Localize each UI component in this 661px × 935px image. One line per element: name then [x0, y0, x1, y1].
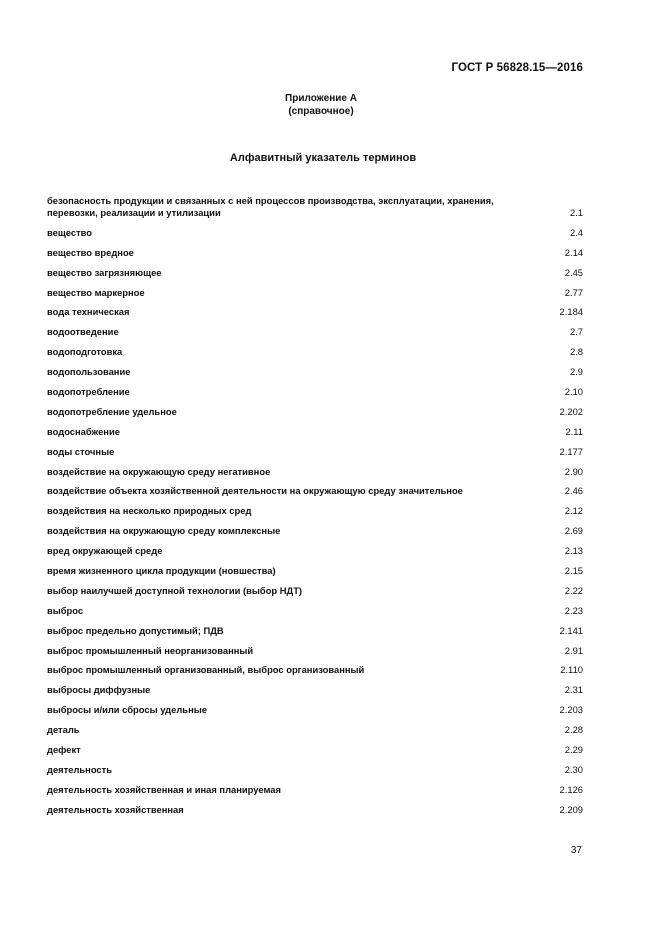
- index-entry: [47, 625, 583, 637]
- index-entry: [47, 466, 583, 478]
- index-reference: 2.7: [569, 326, 583, 338]
- index-reference: 2.46: [564, 485, 583, 497]
- index-entry: [47, 545, 583, 557]
- index-entry: [47, 227, 583, 239]
- page-number: 37: [570, 845, 582, 856]
- index-reference: 2.45: [564, 266, 583, 278]
- index-reference: 2.23: [564, 604, 583, 616]
- index-term: деталь: [47, 724, 80, 736]
- index-reference: 2.4: [569, 226, 583, 238]
- appendix-title: Приложение А: [285, 93, 357, 104]
- term-index-list: [47, 195, 583, 824]
- index-term: воздействие на окружающую среду негативное: [47, 465, 271, 477]
- index-entry: [47, 306, 583, 318]
- index-term: водопотребление удельное: [47, 405, 177, 417]
- index-term: выбросы и/или сбросы удельные: [47, 704, 207, 716]
- index-entry: [47, 744, 583, 756]
- index-term: выбор наилучшей доступной технологии (выбор НДТ): [47, 584, 303, 596]
- index-entry: [47, 505, 583, 517]
- index-term: вещество вредное: [47, 246, 134, 258]
- index-term: вещество загрязняющее: [47, 266, 162, 278]
- index-reference: 2.13: [564, 545, 583, 557]
- index-entry: [47, 664, 583, 676]
- index-term: выбросы диффузные: [47, 684, 151, 696]
- index-entry: [47, 446, 583, 458]
- index-term: дефект: [47, 744, 81, 756]
- index-entry: [47, 645, 583, 657]
- index-term: воздействие объекта хозяйственной деятельности на окружающую среду значительное: [47, 485, 463, 497]
- index-entry: [47, 326, 583, 338]
- index-term: выброс промышленный неорганизованный: [47, 644, 254, 656]
- document-code: ГОСТ Р 56828.15—2016: [451, 62, 583, 74]
- index-entry: [47, 247, 583, 259]
- index-entry: [47, 485, 583, 497]
- index-entry: [47, 605, 583, 617]
- appendix-heading: [0, 92, 642, 118]
- index-term: водоснабжение: [47, 425, 120, 437]
- index-reference: 2.141: [559, 624, 583, 636]
- index-reference: 2.11: [565, 425, 583, 437]
- index-term: воздействия на несколько природных сред: [47, 505, 252, 517]
- index-reference: 2.15: [564, 565, 583, 577]
- index-entry: [47, 525, 583, 537]
- index-reference: 2.177: [559, 445, 583, 457]
- index-entry: [47, 346, 583, 358]
- index-entry: [47, 784, 583, 796]
- index-term: выброс промышленный организованный, выброс организованный: [47, 664, 365, 676]
- index-term: водопотребление: [47, 386, 130, 398]
- index-term: вред окружающей среде: [47, 545, 163, 557]
- index-entry: [47, 287, 583, 299]
- index-reference: 2.30: [564, 763, 583, 775]
- index-reference: 2.202: [559, 405, 583, 417]
- index-reference: 2.110: [560, 664, 583, 676]
- index-entry: [47, 804, 583, 816]
- index-reference: 2.8: [569, 346, 583, 358]
- index-entry: [47, 764, 583, 776]
- index-title: Алфавитный указатель терминов: [229, 152, 417, 164]
- index-entry: [47, 704, 583, 716]
- index-reference: 2.203: [559, 704, 583, 716]
- index-reference: 2.10: [564, 386, 583, 398]
- index-reference: 2.28: [564, 724, 583, 736]
- index-entry: [47, 366, 583, 378]
- index-reference: 2.91: [564, 644, 583, 656]
- index-reference: 2.22: [564, 584, 583, 596]
- index-entry: [47, 426, 583, 438]
- index-reference: 2.77: [564, 286, 583, 298]
- index-term: деятельность: [47, 763, 112, 775]
- index-entry: [47, 684, 583, 696]
- index-term: вещество: [47, 226, 93, 238]
- index-term: воздействия на окружающую среду комплексные: [47, 525, 281, 537]
- index-reference: 2.209: [559, 803, 583, 815]
- index-term: воды сточные: [47, 445, 115, 457]
- index-entry: [47, 406, 583, 418]
- index-reference: 2.31: [564, 684, 583, 696]
- index-term: выброс: [47, 604, 84, 616]
- index-reference: 2.12: [564, 505, 583, 517]
- index-term: водоподготовка: [47, 346, 123, 358]
- index-term: безопасность продукции и связанных с ней процессов производства, эксплуатации, хранения, перевозки, реализации и утилизации: [47, 195, 494, 218]
- index-reference: 2.29: [564, 744, 583, 756]
- appendix-subtitle: (справочное): [288, 106, 354, 117]
- index-entry: [47, 585, 583, 597]
- index-term: деятельность хозяйственная и иная планируемая: [47, 783, 281, 795]
- index-reference: 2.184: [559, 306, 583, 318]
- index-entry: [47, 386, 583, 398]
- index-term: деятельность хозяйственная: [47, 803, 184, 815]
- index-reference: 2.1: [569, 207, 583, 218]
- index-entry: [47, 267, 583, 279]
- index-term: водопользование: [47, 366, 131, 378]
- index-reference: 2.14: [564, 246, 583, 258]
- index-reference: 2.9: [569, 366, 583, 378]
- index-entry: [47, 724, 583, 736]
- index-term: водоотведение: [47, 326, 119, 338]
- index-entry: [47, 565, 583, 577]
- index-term: вещество маркерное: [47, 286, 145, 298]
- index-reference: 2.69: [564, 525, 583, 537]
- index-reference: 2.90: [564, 465, 583, 477]
- index-term: выброс предельно допустимый; ПДВ: [47, 624, 224, 636]
- index-reference: 2.126: [559, 783, 583, 795]
- index-term: время жизненного цикла продукции (новшества): [47, 565, 276, 577]
- index-entry: [47, 195, 583, 219]
- index-term: вода техническая: [47, 306, 130, 318]
